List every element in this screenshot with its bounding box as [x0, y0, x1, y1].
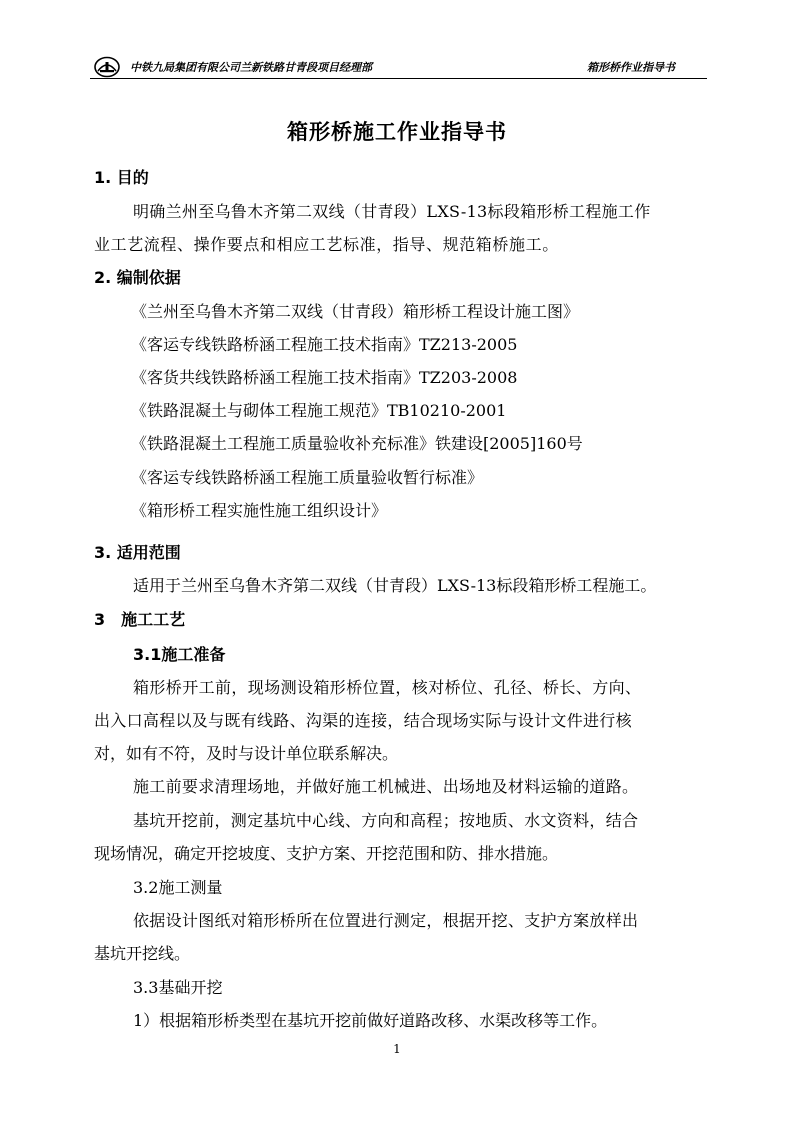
subsection-3-1-paragraph: 施工前要求清理场地，并做好施工机械进、出场地及材料运输的道路。: [133, 777, 639, 796]
document-title: 箱形桥施工作业指导书: [287, 119, 507, 144]
header-rule: [90, 78, 707, 79]
subsection-3-2-paragraph-line: 基坑开挖线。: [94, 944, 191, 963]
subsection-3-1-paragraph-line: 箱形桥开工前，现场测设箱形桥位置，核对桥位、孔径、桥长、方向、: [133, 678, 642, 697]
section-1-paragraph-line: 业工艺流程、操作要点和相应工艺标准，指导、规范箱桥施工。: [94, 235, 559, 254]
subsection-3-1-heading: 3.1施工准备: [133, 645, 226, 664]
subsection-3-1-paragraph-line: 现场情况，确定开挖坡度、支护方案、开挖范围和防、排水措施。: [94, 844, 559, 863]
section-1-paragraph-line: 明确兰州至乌鲁木齐第二双线（甘青段）LXS-13标段箱形桥工程施工作: [133, 202, 651, 221]
subsection-3-3-paragraph: 1）根据箱形桥类型在基坑开挖前做好道路改移、水渠改移等工作。: [133, 1011, 608, 1030]
reference-item: 《兰州至乌鲁木齐第二双线（甘青段）箱形桥工程设计施工图》: [131, 302, 580, 321]
section-1-heading: 1. 目的: [94, 168, 149, 187]
header-document-name: 箱形桥作业指导书: [587, 61, 675, 74]
reference-item: 《客运专线铁路桥涵工程施工技术指南》TZ213-2005: [131, 335, 518, 354]
reference-item: 《箱形桥工程实施性施工组织设计》: [131, 501, 388, 520]
reference-item: 《客货共线铁路桥涵工程施工技术指南》TZ203-2008: [131, 368, 518, 387]
reference-item: 《铁路混凝土与砌体工程施工规范》TB10210-2001: [131, 401, 507, 420]
railway-company-logo-icon: [94, 56, 120, 78]
section-construction-heading: 3 施工工艺: [94, 610, 186, 629]
reference-item: 《客运专线铁路桥涵工程施工质量验收暂行标准》: [131, 468, 484, 487]
reference-item: 《铁路混凝土工程施工质量验收补充标准》铁建设[2005]160号: [131, 434, 583, 453]
section-3-paragraph: 适用于兰州至乌鲁木齐第二双线（甘青段）LXS-13标段箱形桥工程施工。: [133, 576, 657, 595]
section-2-heading: 2. 编制依据: [94, 268, 181, 287]
subsection-3-1-paragraph-line: 基坑开挖前，测定基坑中心线、方向和高程；按地质、水文资料，结合: [133, 811, 639, 830]
section-3-heading: 3. 适用范围: [94, 543, 181, 562]
subsection-3-2-paragraph-line: 依据设计图纸对箱形桥所在位置进行测定，根据开挖、支护方案放样出: [133, 911, 639, 930]
subsection-3-1-paragraph-line: 对，如有不符，及时与设计单位联系解决。: [94, 744, 399, 763]
page-number: 1: [393, 1042, 401, 1056]
subsection-3-2-heading: 3.2施工测量: [133, 878, 223, 897]
subsection-3-3-heading: 3.3基础开挖: [133, 978, 223, 997]
page-header: [90, 56, 707, 80]
header-company-name: 中铁九局集团有限公司兰新铁路甘青段项目经理部: [130, 61, 372, 74]
subsection-3-1-paragraph-line: 出入口高程以及与既有线路、沟渠的连接，结合现场实际与设计文件进行核: [94, 711, 632, 730]
